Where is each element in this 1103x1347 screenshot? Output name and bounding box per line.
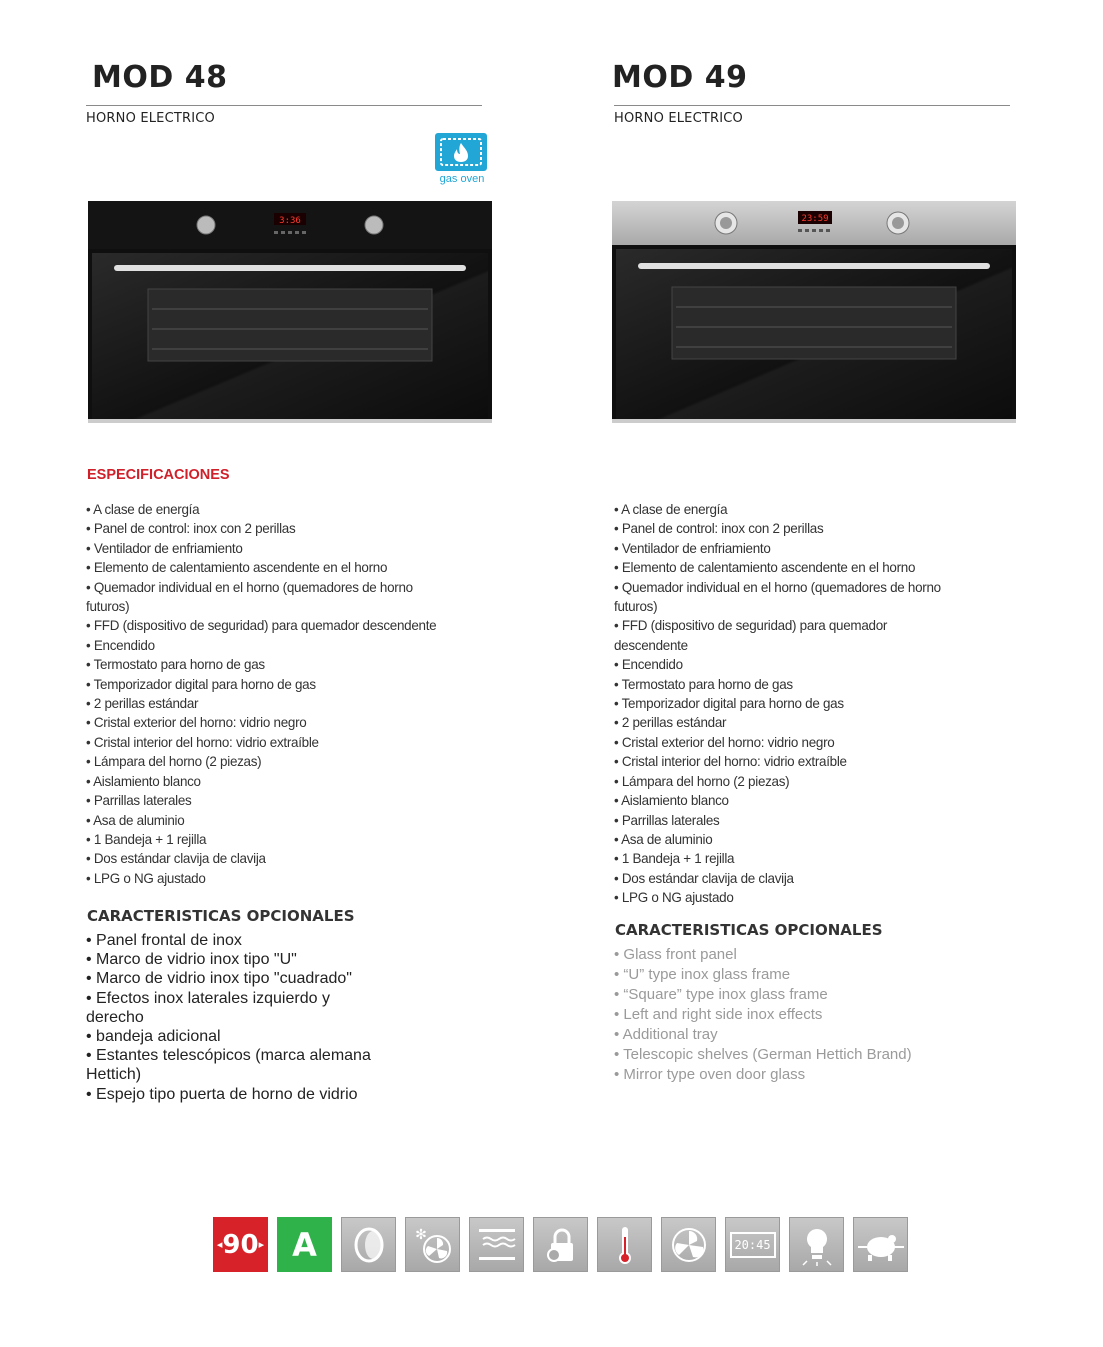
spec-item: descendente (614, 636, 688, 653)
spec-item: • Termostato para horno de gas (614, 675, 793, 692)
specifications-list (86, 500, 470, 888)
spec-item: • 1 Bandeja + 1 rejilla (86, 830, 207, 847)
optional-features-list (614, 945, 1014, 1085)
optional-item: • Additional tray (614, 1026, 718, 1043)
timer-display: 20:45 (730, 1232, 776, 1258)
optional-item: • Marco de vidrio inox tipo "U" (86, 951, 297, 969)
optional-item: • Mirror type oven door glass (614, 1066, 806, 1083)
spec-item: • Lámpara del horno (2 piezas) (614, 772, 790, 789)
spec-item: • Elemento de calentamiento ascendente en el horno (614, 559, 916, 576)
svg-text:✻: ✻ (414, 1225, 427, 1242)
optional-item: • Efectos inox laterales izquierdo y (86, 989, 330, 1007)
width-label: 90 (222, 1229, 259, 1260)
spec-item: futuros) (614, 598, 658, 615)
spec-item: • A clase de energía (614, 501, 728, 517)
spec-item: • Cristal interior del horno: vidrio extraíble (86, 733, 319, 750)
spec-item: • Encendido (86, 636, 155, 653)
optional-item: • “Square” type inox glass frame (614, 986, 828, 1003)
energy-class-a-icon (277, 1217, 332, 1272)
spec-item: • Temporizador digital para horno de gas (86, 675, 316, 692)
digital-timer-icon (725, 1217, 780, 1272)
optional-item: • Estantes telescópicos (marca alemana (86, 1047, 371, 1065)
spec-item: • 1 Bandeja + 1 rejilla (614, 850, 735, 867)
spec-item: • Encendido (614, 656, 683, 673)
spec-item: • Parrillas laterales (86, 792, 192, 809)
optional-item: • Telescopic shelves (German Hettich Brand) (614, 1046, 912, 1063)
model-title: MOD 48 (92, 60, 228, 95)
flame-icon (435, 133, 487, 171)
spec-item: • LPG o NG ajustado (86, 869, 206, 886)
spec-item: • Cristal exterior del horno: vidrio negro (614, 733, 835, 750)
optional-item: • Panel frontal de inox (86, 932, 242, 949)
spec-item: • Aislamiento blanco (86, 772, 201, 789)
grill-icon (469, 1217, 524, 1272)
oven-display: 3:36 (279, 216, 301, 226)
optional-item: • Marco de vidrio inox tipo "cuadrado" (86, 970, 352, 988)
title-divider (614, 105, 1010, 106)
spec-item: • Quemador individual en el horno (quemadores de horno (614, 578, 941, 595)
optional-item: • Left and right side inox effects (614, 1006, 823, 1023)
spec-item: • 2 perillas estándar (86, 695, 199, 712)
thermometer-icon (597, 1217, 652, 1272)
optional-item: • Espejo tipo puerta de horno de vidrio (86, 1085, 358, 1103)
optional-features-heading: CARACTERISTICAS OPCIONALES (87, 907, 355, 925)
spec-item: • 2 perillas estándar (614, 714, 727, 731)
door-lock-icon (533, 1217, 588, 1272)
gas-oven-label: gas oven (439, 173, 485, 185)
energy-label: A (292, 1225, 317, 1264)
spec-item: • Parrillas laterales (614, 811, 720, 828)
spec-item: • A clase de energía (86, 501, 200, 517)
spec-item: • Panel de control: inox con 2 perillas (86, 520, 296, 537)
model-title: MOD 49 (612, 60, 748, 95)
optional-item: derecho (86, 1008, 144, 1026)
spec-item: futuros) (86, 598, 130, 615)
optional-features-list (86, 931, 486, 1104)
spec-item: • Panel de control: inox con 2 perillas (614, 520, 824, 537)
fan-defrost-icon (405, 1217, 460, 1272)
fan-icon (661, 1217, 716, 1272)
rotisserie-chicken-icon (853, 1217, 908, 1272)
spec-item: • Cristal exterior del horno: vidrio negro (86, 714, 307, 731)
spec-item: • Ventilador de enfriamiento (86, 539, 243, 556)
width-90-icon: ◂ 90 ▸ (213, 1217, 268, 1272)
model-subtitle: HORNO ELECTRICO (614, 111, 743, 126)
gas-oven-badge (435, 133, 489, 185)
spec-item: • Asa de aluminio (614, 830, 713, 847)
optional-item: • “U” type inox glass frame (614, 966, 791, 983)
oven-image-mod48 (88, 201, 492, 423)
spec-item: • Temporizador digital para horno de gas (614, 695, 844, 712)
spec-item: • Cristal interior del horno: vidrio extraíble (614, 753, 847, 770)
spec-item: • Dos estándar clavija de clavija (614, 869, 794, 886)
spec-item: • Lámpara del horno (2 piezas) (86, 753, 262, 770)
title-divider (86, 105, 482, 106)
feature-icon-strip (213, 1217, 908, 1272)
spec-item: • Termostato para horno de gas (86, 656, 265, 673)
optional-item: • Glass front panel (614, 946, 737, 963)
spec-item: • Aislamiento blanco (614, 792, 729, 809)
spec-item: • Ventilador de enfriamiento (614, 539, 771, 556)
spec-item: • FFD (dispositivo de seguridad) para quemador descendente (86, 617, 437, 634)
specifications-heading: ESPECIFICACIONES (87, 467, 230, 483)
lamp-icon (789, 1217, 844, 1272)
spec-item: • Asa de aluminio (86, 811, 185, 828)
oven-image-mod49 (612, 201, 1016, 423)
model-subtitle: HORNO ELECTRICO (86, 111, 215, 126)
specifications-list (614, 500, 998, 908)
spec-item: • Dos estándar clavija de clavija (86, 850, 266, 867)
oven-display: 23:59 (801, 214, 829, 224)
spec-item: • Elemento de calentamiento ascendente en el horno (86, 559, 388, 576)
optional-item: Hettich) (86, 1066, 142, 1084)
spec-item: • Quemador individual en el horno (quemadores de horno (86, 578, 413, 595)
optional-features-heading: CARACTERISTICAS OPCIONALES (615, 921, 883, 939)
knob-icon (341, 1217, 396, 1272)
optional-item: • bandeja adicional (86, 1028, 221, 1046)
spec-item: • FFD (dispositivo de seguridad) para quemador (614, 617, 888, 634)
spec-item: • LPG o NG ajustado (614, 889, 734, 906)
